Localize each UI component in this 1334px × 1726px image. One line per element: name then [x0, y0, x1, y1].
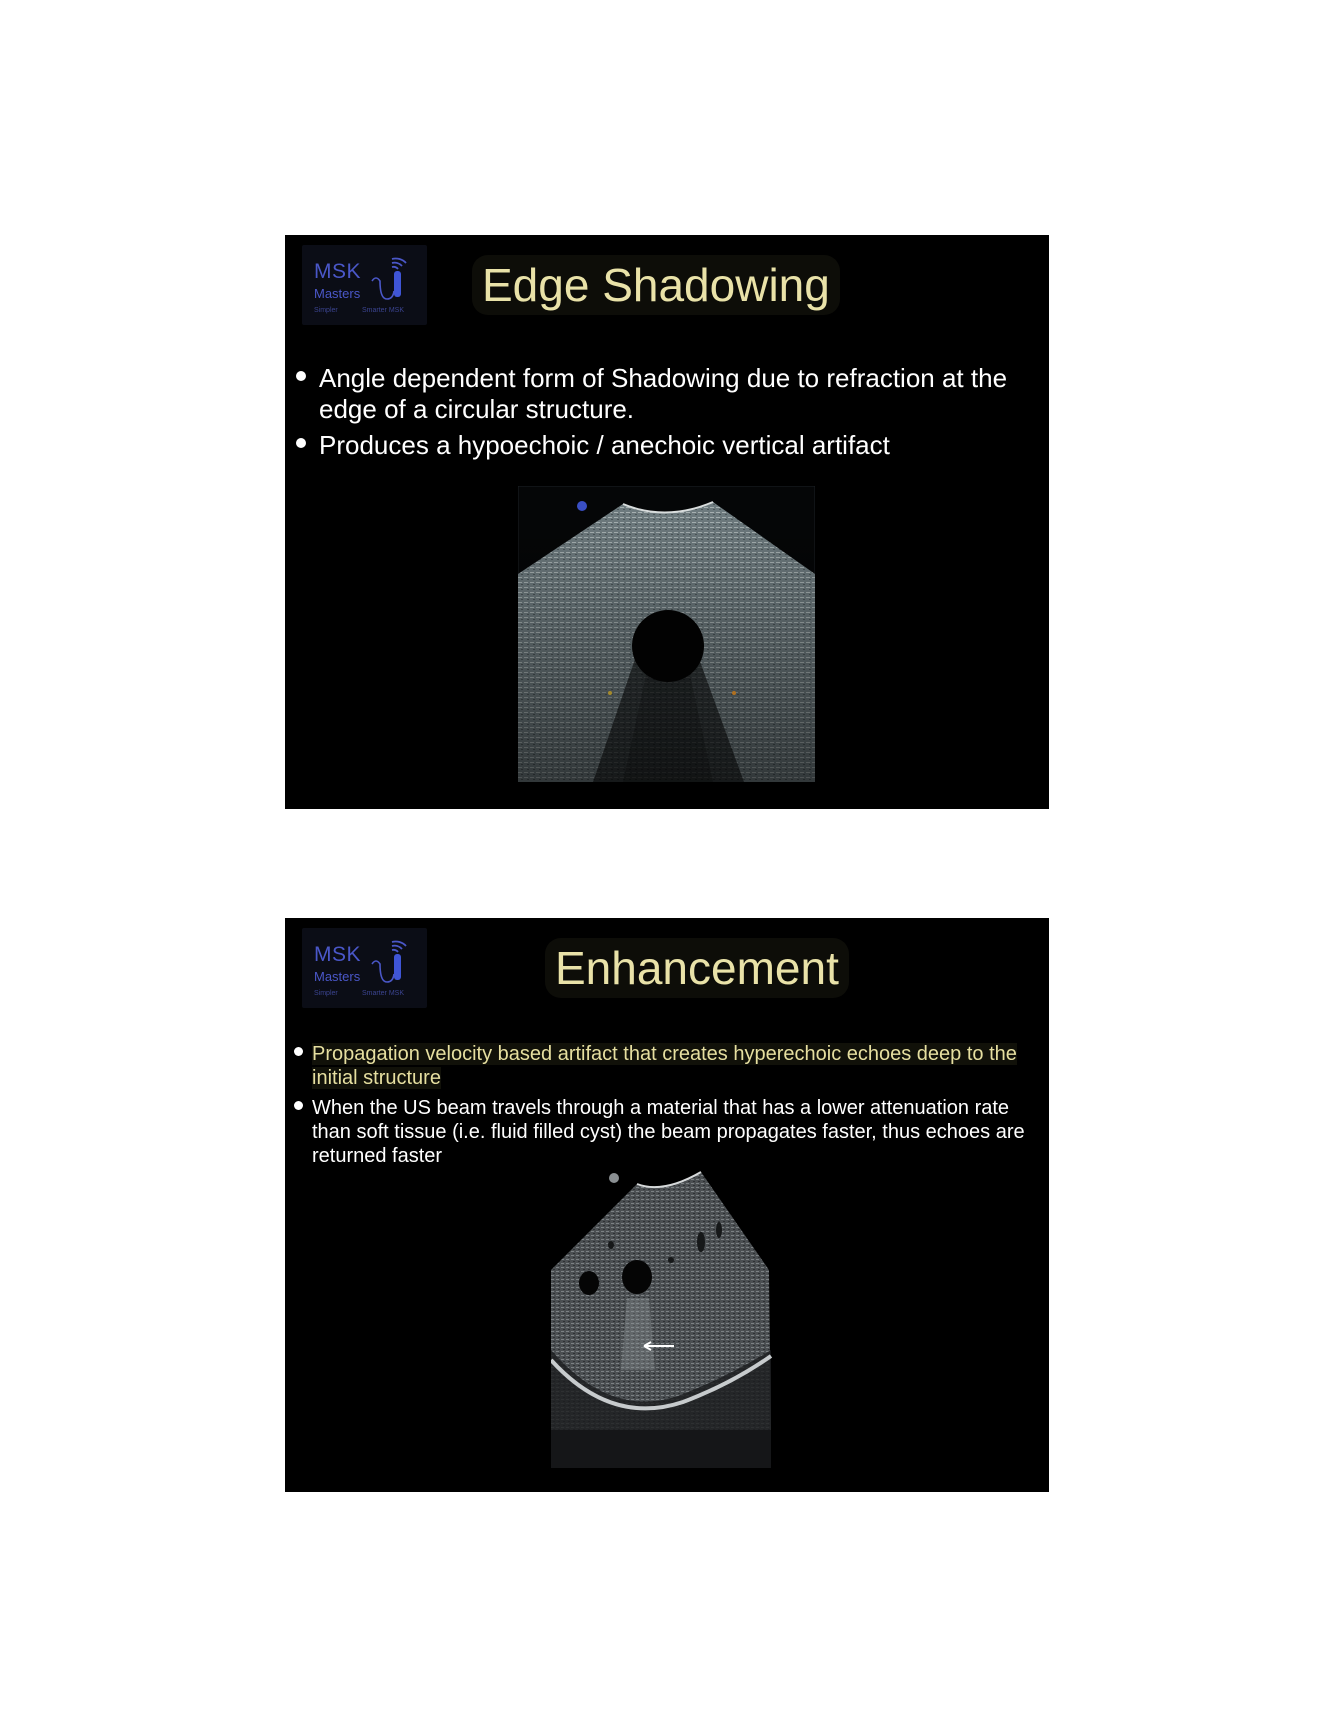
ultrasound-probe-icon	[370, 934, 414, 990]
logo-tagline-right: Smarter MSK	[362, 307, 405, 314]
logo-msk-text: MSK	[314, 260, 362, 283]
slide-enhancement	[285, 918, 1049, 1492]
slide-title: Edge Shadowing	[472, 255, 840, 315]
bullet-item: When the US beam travels through a material that has a lower attenuation rate than soft tissue (i.e. fluid filled cyst) the beam propagates faster, thus echoes are returned faster	[312, 1096, 1049, 1168]
logo-msk-text: MSK	[314, 943, 362, 966]
bullet-item: Angle dependent form of Shadowing due to refraction at the edge of a circular structure.	[319, 363, 1044, 425]
slide-edge-shadowing	[285, 235, 1049, 809]
bullet-list	[319, 363, 1044, 466]
msk-masters-logo	[302, 245, 427, 325]
logo-tagline-right: Smarter MSK	[362, 990, 405, 997]
logo-masters-text: Masters	[314, 286, 361, 301]
bullet-item: Produces a hypoechoic / anechoic vertical artifact	[319, 430, 1044, 461]
slide-title: Enhancement	[545, 938, 849, 998]
logo-tagline-left: Simpler	[314, 990, 338, 997]
logo-tagline-left: Simpler	[314, 307, 338, 314]
logo-masters-text: Masters	[314, 969, 361, 984]
ultrasound-probe-icon	[370, 251, 414, 307]
bullet-item	[312, 1042, 1049, 1090]
ultrasound-enhancement-image	[551, 1170, 795, 1468]
bullet-list	[312, 1042, 1049, 1174]
bullet-text: Propagation velocity based artifact that creates hyperechoic echoes deep to the initial structure	[312, 1043, 1017, 1089]
ultrasound-edge-shadowing-image	[518, 486, 815, 782]
msk-masters-logo	[302, 928, 427, 1008]
